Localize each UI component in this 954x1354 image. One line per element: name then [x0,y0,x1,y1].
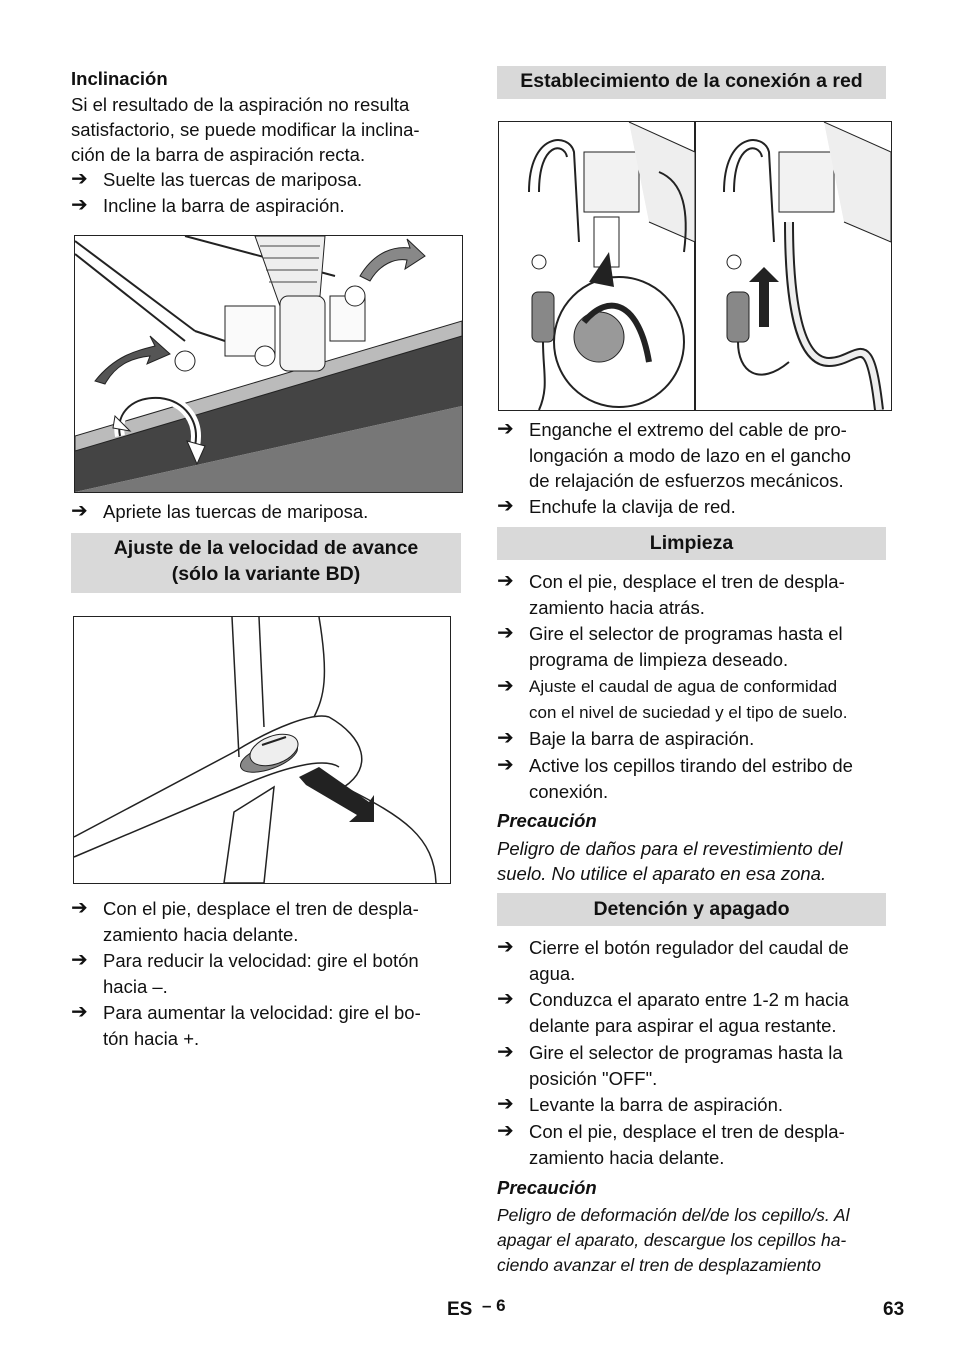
bullet-text: Baje la barra de aspiración. [529,728,755,749]
bullet-item [497,674,889,725]
arrow-right-icon: ➔ [497,495,514,517]
bullet-text [103,948,463,999]
bullet-line: programa de limpieza deseado. [529,648,789,670]
bullet-line: zamiento hacia delante. [529,1146,725,1168]
caution-line: Peligro de daños para el revestimiento del [497,838,843,859]
bullet-item [71,499,368,525]
section-heading-velocidad [71,533,461,593]
bullet-line: delante para aspirar el agua restante. [529,1014,837,1036]
bullet-line: Ajuste el caudal de agua de conformidad [529,677,838,696]
arrow-right-icon: ➔ [497,1041,514,1063]
bullet-line: hacia –. [103,975,168,997]
bullet-line: Conduzca el aparato entre 1-2 m hacia [529,989,849,1010]
paragraph-inclinacion [71,92,463,167]
heading-line: Ajuste de la velocidad de avance [113,537,419,559]
bullet-text [529,674,889,725]
bullet-item [497,1119,887,1170]
bullet-line: longación a modo de lazo en el gancho [529,444,851,466]
bullet-line: Active los cepillos tirando del estribo de [529,755,853,776]
bullet-line: Gire el selector de programas hasta la [529,1042,843,1063]
section-heading-detencion: Detención y apagado [497,893,886,926]
arrow-right-icon: ➔ [497,988,514,1010]
page-number: 63 [883,1299,905,1320]
bullet-text [529,935,887,986]
bullet-text [529,1119,887,1170]
bullet-text: Apriete las tuercas de mariposa. [103,501,369,522]
arrow-right-icon: ➔ [497,1093,514,1115]
arrow-right-icon: ➔ [497,418,514,440]
bullet-item [497,1092,887,1118]
bullet-item [497,753,887,804]
bullet-line: Con el pie, desplace el tren de despla- [529,571,845,592]
figure-mains-connection [498,121,892,411]
paragraph-line: Si el resultado de la aspiración no resulta [71,94,410,115]
paragraph-line: satisfactorio, se puede modificar la inclina- [71,119,420,140]
bullet-item [71,896,463,947]
bullet-line: Gire el selector de programas hasta el [529,623,843,644]
section-heading-conexion: Establecimiento de la conexión a red [497,66,886,99]
caution-title: Precaución [497,810,597,831]
bullet-line: Con el pie, desplace el tren de despla- [529,1121,845,1142]
caution-line: Peligro de deformación del/de los cepillo/s. Al [497,1205,850,1225]
arrow-right-icon: ➔ [71,949,88,971]
bullet-item [497,935,887,986]
bullet-item [71,948,463,999]
bullet-line: zamiento hacia atrás. [529,596,705,618]
paragraph-line: ción de la barra de aspiración recta. [71,144,366,165]
bullet-item [497,417,887,494]
figure-speed-knob [73,616,451,884]
bullet-line: agua. [529,962,576,984]
arrow-right-icon: ➔ [497,570,514,592]
bullet-item [497,726,887,752]
bullet-text [529,753,887,804]
bullet-line: Con el pie, desplace el tren de despla- [103,898,419,919]
caution-text [497,1203,889,1278]
bullet-line: zamiento hacia delante. [103,923,299,945]
bullet-line: con el nivel de suciedad y el tipo de suelo. [529,702,848,722]
arrow-right-icon: ➔ [71,1001,88,1023]
arrow-right-icon: ➔ [497,727,514,749]
bullet-line: posición "OFF". [529,1067,658,1089]
bullet-text [529,1040,887,1091]
arrow-right-icon: ➔ [497,622,514,644]
footer-language: ES [447,1299,473,1320]
bullet-text [529,569,887,620]
bullet-line: Para aumentar la velocidad: gire el bo- [103,1002,421,1023]
bullet-text: Suelte las tuercas de mariposa. [103,169,363,190]
heading-line: (sólo la variante BD) [171,563,361,585]
caution-title: Precaución [497,1177,597,1198]
bullet-item [71,1000,463,1051]
bullet-text [529,417,887,494]
arrow-right-icon: ➔ [497,675,514,697]
bullet-item [71,193,345,219]
bullet-text [103,1000,463,1051]
figure-suction-bar-tilt [74,235,463,493]
caution-text [497,836,889,886]
bullet-text: Levante la barra de aspiración. [529,1094,784,1115]
bullet-line: conexión. [529,780,609,802]
arrow-right-icon: ➔ [71,897,88,919]
footer-section-page: – 6 [482,1296,506,1315]
bullet-item [497,1040,887,1091]
caution-line: ciendo avanzar el tren de desplazamiento [497,1255,821,1275]
bullet-line: Enganche el extremo del cable de pro- [529,419,847,440]
bullet-item [497,987,887,1038]
bullet-text [103,896,463,947]
section-heading-inclinacion: Inclinación [71,68,168,89]
bullet-item [497,569,887,620]
caution-line: apagar el aparato, descargue los cepillos ha- [497,1230,847,1250]
arrow-right-icon: ➔ [497,754,514,776]
section-heading-limpieza: Limpieza [497,527,886,560]
arrow-right-icon: ➔ [71,194,88,216]
bullet-text [529,621,887,672]
bullet-item [497,494,887,520]
bullet-text: Enchufe la clavija de red. [529,496,736,517]
bullet-line: Para reducir la velocidad: gire el botón [103,950,419,971]
bullet-text [529,987,887,1038]
bullet-item [71,167,362,193]
bullet-line: de relajación de esfuerzos mecánicos. [529,470,844,491]
arrow-right-icon: ➔ [71,168,88,190]
bullet-item [497,621,887,672]
arrow-right-icon: ➔ [71,500,88,522]
arrow-right-icon: ➔ [497,1120,514,1142]
bullet-line: Cierre el botón regulador del caudal de [529,937,849,958]
bullet-text: Incline la barra de aspiración. [103,195,345,216]
arrow-right-icon: ➔ [497,936,514,958]
caution-line: suelo. No utilice el aparato en esa zona. [497,863,827,884]
bullet-line: tón hacia +. [103,1027,200,1049]
